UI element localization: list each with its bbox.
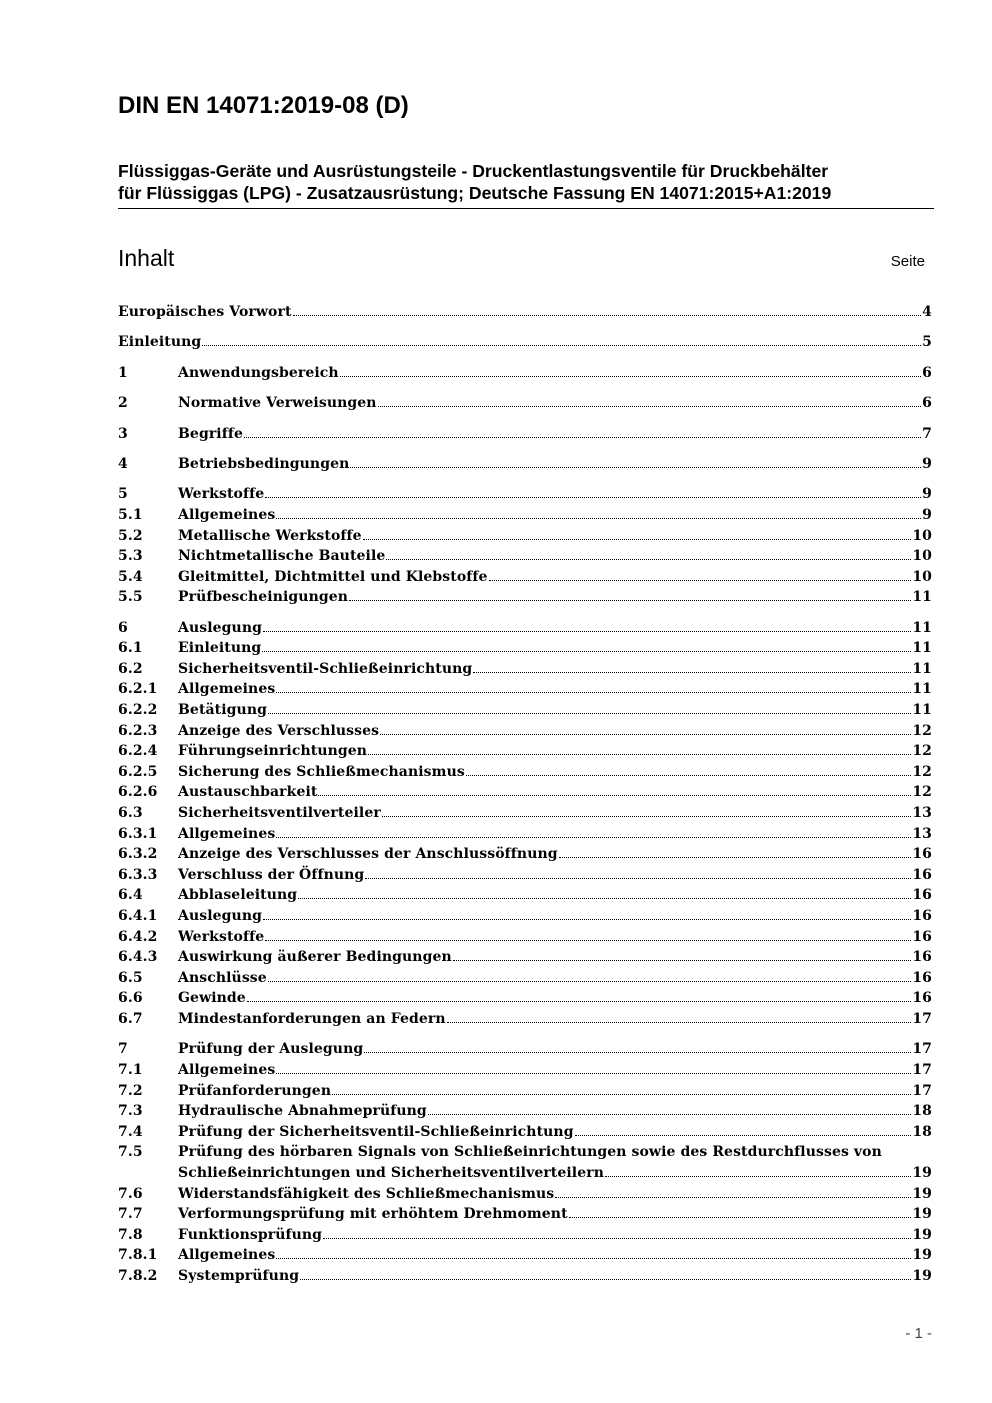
toc-entry-number: 7.3 [118,1103,143,1120]
toc-dot-leader [323,1238,911,1239]
toc-entry[interactable] [118,885,932,906]
toc-entry-title: Austauschbarkeit [178,784,318,801]
toc-dot-leader [555,1197,911,1198]
toc-entry[interactable] [118,424,932,445]
toc-entry-number: 6.2.2 [118,702,158,719]
toc-entry-title: Prüfanforderungen [178,1082,332,1099]
toc-entry-title: Allgemeines [178,825,276,842]
toc-dot-leader [265,497,921,498]
toc-entry-page: 10 [912,527,932,544]
toc-entry-number: 6.3.1 [118,825,158,842]
toc-entry-page: 18 [912,1123,932,1140]
toc-dot-leader [244,437,921,438]
toc-entry[interactable] [118,906,932,927]
toc-entry-title: Auslegung [178,619,262,636]
toc-entry-number: 7.2 [118,1082,143,1099]
toc-entry-page: 6 [922,395,932,412]
toc-entry-number: 6.7 [118,1010,143,1027]
toc-entry-title: Prüfung des hörbaren Signals von Schließeinrichtungen sowie des Restdurchflusses von [178,1144,882,1161]
toc-entry-page: 12 [912,763,932,780]
toc-dot-leader [298,898,911,899]
toc-entry[interactable] [118,1225,932,1246]
toc-entry-number: 7.1 [118,1061,143,1078]
toc-dot-leader [428,1114,912,1115]
toc-entry[interactable] [118,927,932,948]
toc-entry-number: 6.2.3 [118,722,158,739]
toc-entry-title: Hydraulische Abnahmeprüfung [178,1103,427,1120]
toc-dot-leader [605,1176,911,1177]
toc-entry[interactable] [118,803,932,824]
toc-entry-number: 5.3 [118,548,143,565]
toc-entry[interactable] [118,865,932,886]
toc-entry[interactable] [118,618,932,639]
toc-dot-leader [453,960,912,961]
toc-entry-number: 6.6 [118,990,143,1007]
toc-entry[interactable] [118,1122,932,1143]
toc-dot-leader [276,1073,911,1074]
toc-entry-title: Einleitung [118,334,202,351]
toc-entry-number: 6.1 [118,640,143,657]
toc-dot-leader [559,857,912,858]
toc-entry-title: Systemprüfung [178,1267,300,1284]
toc-entry-page: 4 [922,304,932,320]
toc-entry-page: 19 [912,1164,932,1181]
toc-dot-leader [386,559,911,560]
toc-entry-title: Prüfbescheinigungen [178,589,349,606]
toc-entry-title: Anschlüsse [178,969,267,986]
toc-entry[interactable] [118,700,932,721]
toc-entry-number: 5 [118,486,128,503]
toc-dot-leader [268,713,911,714]
toc-entry[interactable] [118,484,932,505]
toc-entry-page: 9 [922,486,932,503]
toc-dot-leader [350,467,921,468]
toc-entry-number: 6.2 [118,660,143,677]
toc-entry[interactable] [118,1009,932,1030]
toc-entry-title: Begriffe [178,425,243,442]
toc-entry-page: 13 [912,805,932,822]
toc-entry[interactable] [118,741,932,762]
toc-entry[interactable] [118,1142,932,1183]
toc-entry[interactable] [118,587,932,608]
toc-entry-title: Einleitung [178,640,262,657]
document-title-line-1: Flüssiggas-Geräte und Ausrüstungsteile - Druckentlastungsventile für Druckbehälter [118,161,829,181]
toc-entry-number: 5.4 [118,568,143,585]
toc-entry-title: Normative Verweisungen [178,395,377,412]
toc-entry-page: 11 [912,660,932,677]
toc-entry[interactable] [118,505,932,526]
toc-entry-title: Anwendungsbereich [178,364,339,381]
toc-entry-number: 7 [118,1041,128,1058]
toc-entry[interactable] [118,844,932,865]
toc-entry-page: 17 [912,1082,932,1099]
toc-entry-page: 5 [922,334,932,351]
toc-entry-title: Betätigung [178,702,267,719]
toc-entry-title: Allgemeines [178,506,276,523]
toc-entry-page: 17 [912,1010,932,1027]
toc-entry-page: 16 [912,846,932,863]
toc-dot-leader [263,631,911,632]
toc-entry-number: 6.4.1 [118,908,158,925]
toc-entry-page: 11 [912,640,932,657]
toc-dot-leader [368,754,911,755]
toc-entry-title: Führungseinrichtungen [178,743,368,760]
toc-entry[interactable] [118,1081,932,1102]
toc-dot-leader [262,651,911,652]
toc-dot-leader [466,775,911,776]
toc-dot-leader [382,816,912,817]
toc-entry-page: 12 [912,743,932,760]
toc-entry-page: 11 [912,619,932,636]
toc-entry[interactable] [118,947,932,968]
toc-entry[interactable] [118,567,932,588]
toc-entry-page: 16 [912,887,932,904]
toc-entry[interactable] [118,1101,932,1122]
toc-entry-number: 7.4 [118,1123,143,1140]
toc-entry-page: 11 [912,681,932,698]
toc-entry-title: Sicherheitsventil-Schließeinrichtung [178,660,473,677]
toc-entry-page: 16 [912,969,932,986]
toc-entry[interactable] [118,679,932,700]
toc-dot-leader [318,795,911,796]
toc-dot-leader [365,878,911,879]
toc-entry-title: Sicherung des Schließmechanismus [178,763,465,780]
toc-entry[interactable] [118,1204,932,1225]
toc-dot-leader [276,518,921,519]
toc-dot-leader [276,1258,911,1259]
toc-entry[interactable] [118,762,932,783]
toc-dot-leader [380,734,911,735]
toc-entry-title: Allgemeines [178,681,276,698]
toc-entry-number: 6.2.5 [118,763,158,780]
toc-dot-leader [378,406,922,407]
toc-entry[interactable] [118,1184,932,1205]
toc-entry[interactable] [118,546,932,567]
toc-entry[interactable] [118,454,932,475]
toc-entry-title: Prüfung der Sicherheitsventil-Schließeinrichtung [178,1123,574,1140]
toc-entry-page: 19 [912,1185,932,1202]
toc-dot-leader [263,919,911,920]
toc-entry-title: Gleitmittel, Dichtmittel und Klebstoffe [178,568,488,585]
toc-dot-leader [268,981,912,982]
toc-entry-page: 12 [912,784,932,801]
toc-entry-page: 16 [912,949,932,966]
page-number: - 1 - [905,1325,932,1342]
toc-dot-leader [569,1217,912,1218]
toc-entry-title: Prüfung der Auslegung [178,1041,364,1058]
toc-dot-leader [293,315,922,316]
toc-entry-number: 5.2 [118,527,143,544]
toc-entry-title: Werkstoffe [178,486,265,503]
toc-entry-number: 6.5 [118,969,143,986]
toc-entry[interactable] [118,782,932,803]
toc-page-column-label: Seite [890,253,925,270]
toc-dot-leader [489,580,912,581]
toc-dot-leader [332,1094,911,1095]
toc-entry-number: 7.7 [118,1206,143,1223]
toc-entry-page: 13 [912,825,932,842]
toc-entry-number: 6.4 [118,887,143,904]
toc-entry[interactable] [118,1266,932,1287]
toc-entry-title: Sicherheitsventilverteiler [178,805,381,822]
toc-entry-page: 10 [912,568,932,585]
toc-entry-page: 19 [912,1226,932,1243]
toc-entry[interactable] [118,1039,932,1060]
toc-entry-page: 17 [912,1041,932,1058]
toc-entry-number: 1 [118,364,128,381]
toc-entry-title-continued: Schließeinrichtungen und Sicherheitsventilverteilern [178,1164,604,1181]
toc-entry[interactable] [118,659,932,680]
toc-entry[interactable] [118,302,932,323]
toc-entry-number: 6 [118,619,128,636]
toc-entry[interactable] [118,988,932,1009]
toc-dot-leader [276,692,911,693]
toc-entry-number: 7.5 [118,1144,143,1161]
toc-entry-title: Mindestanforderungen an Federn [178,1010,446,1027]
toc-entry-number: 5.5 [118,589,143,606]
toc-entry-title: Allgemeines [178,1061,276,1078]
toc-entry-title: Gewinde [178,990,246,1007]
toc-entry-page: 17 [912,1061,932,1078]
toc-entry-number: 3 [118,425,128,442]
toc-entry[interactable] [118,824,932,845]
toc-entry-page: 7 [922,425,932,442]
toc-dot-leader [473,672,911,673]
toc-dot-leader [265,940,911,941]
toc-entry-number: 6.2.1 [118,681,158,698]
toc-entry-page: 19 [912,1267,932,1284]
toc-entry-page: 6 [922,364,932,381]
toc-dot-leader [364,1052,911,1053]
toc-entry-page: 9 [922,455,932,472]
toc-entry-title: Betriebsbedingungen [178,455,350,472]
toc-entry-title: Widerstandsfähigkeit des Schließmechanismus [178,1185,555,1202]
toc-entry-number: 2 [118,395,128,412]
toc-entry-page: 18 [912,1103,932,1120]
toc-dot-leader [202,345,921,346]
toc-dot-leader [349,600,911,601]
toc-entry-page: 16 [912,990,932,1007]
toc-dot-leader [340,376,921,377]
toc-entry-page: 19 [912,1247,932,1264]
toc-dot-leader [447,1022,912,1023]
toc-entry[interactable] [118,968,932,989]
toc-entry-page: 19 [912,1206,932,1223]
toc-heading: Inhalt [118,245,175,271]
toc-dot-leader [300,1279,911,1280]
toc-entry-title: Verformungsprüfung mit erhöhtem Drehmoment [178,1206,568,1223]
toc-entry-page: 16 [912,928,932,945]
toc-entry-page: 16 [912,866,932,883]
toc-entry[interactable] [118,526,932,547]
toc-entry-number: 5.1 [118,506,143,523]
document-title [118,160,934,209]
toc-entry-title: Anzeige des Verschlusses [178,722,380,739]
toc-entry[interactable] [118,332,932,353]
toc-entry[interactable] [118,363,932,384]
toc-dot-leader [247,1001,912,1002]
toc-entry[interactable] [118,1245,932,1266]
toc-entry[interactable] [118,721,932,742]
document-title-line-2: für Flüssiggas (LPG) - Zusatzausrüstung; Deutsche Fassung EN 14071:2015+A1:2019 [118,183,832,203]
toc-entry-title: Verschluss der Öffnung [178,866,365,883]
toc-entry-page: 9 [922,506,932,523]
table-of-contents [118,302,932,1287]
toc-entry-page: 11 [912,589,932,606]
toc-entry-number: 6.4.2 [118,928,158,945]
toc-entry-page: 10 [912,548,932,565]
toc-entry-number: 7.6 [118,1185,143,1202]
toc-entry-title: Metallische Werkstoffe [178,527,362,544]
toc-dot-leader [276,837,911,838]
document-id: DIN EN 14071:2019-08 (D) [118,92,409,119]
toc-entry[interactable] [118,1060,932,1081]
toc-entry-number: 6.3.3 [118,866,158,883]
toc-entry-number: 7.8 [118,1226,143,1243]
toc-entry-page: 11 [912,702,932,719]
toc-entry-number: 6.3 [118,805,143,822]
toc-entry-title: Abblaseleitung [178,887,298,904]
toc-entry-number: 6.2.4 [118,743,158,760]
toc-entry-title: Europäisches Vorwort [118,304,292,320]
toc-dot-leader [363,539,912,540]
toc-entry-title: Funktionsprüfung [178,1226,323,1243]
toc-entry-number: 7.8.2 [118,1267,158,1284]
toc-entry-page: 12 [912,722,932,739]
toc-entry-number: 4 [118,455,128,472]
toc-entry-number: 6.3.2 [118,846,158,863]
toc-entry-page: 16 [912,908,932,925]
toc-entry-title: Werkstoffe [178,928,265,945]
toc-entry-number: 7.8.1 [118,1247,158,1264]
toc-entry[interactable] [118,638,932,659]
toc-entry-title: Allgemeines [178,1247,276,1264]
toc-entry-number: 6.2.6 [118,784,158,801]
toc-dot-leader [575,1135,912,1136]
toc-entry-title: Auswirkung äußerer Bedingungen [178,949,452,966]
toc-entry-title: Auslegung [178,908,262,925]
toc-entry-number: 6.4.3 [118,949,158,966]
toc-entry-title: Nichtmetallische Bauteile [178,548,386,565]
toc-entry[interactable] [118,393,932,414]
toc-entry-title: Anzeige des Verschlusses der Anschlussöffnung [178,846,558,863]
